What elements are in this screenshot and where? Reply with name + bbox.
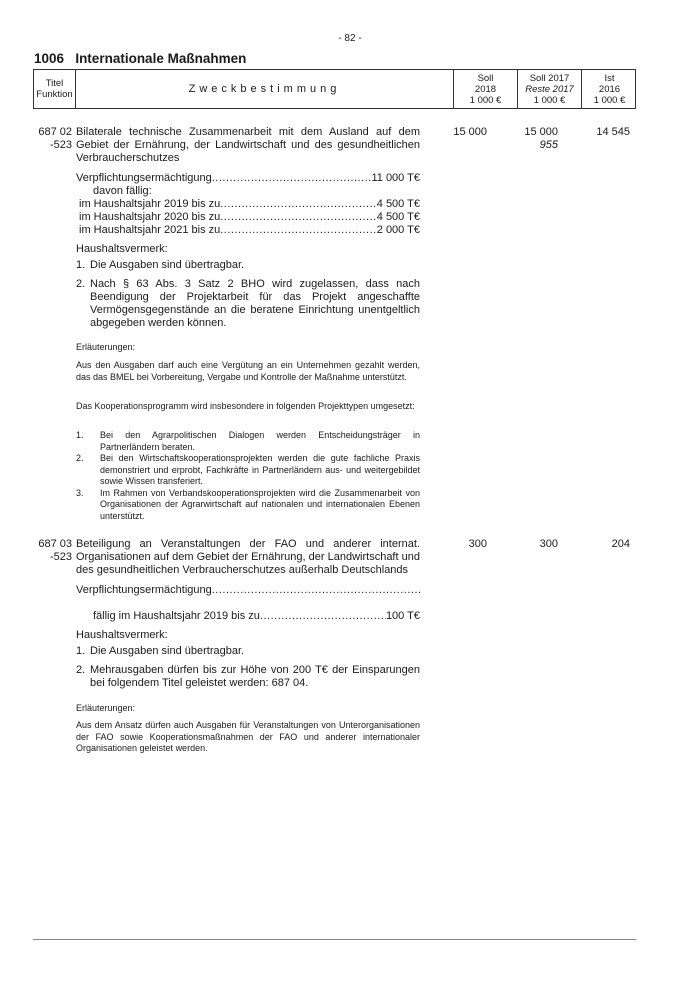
list-item-text: Im Rahmen von Verbandskooperationsprojekten wird die Zusammenarbeit von Organisationen der Agrarwirtschaft auf nationalen und internationalen Ebenen unterstützt. <box>100 487 420 521</box>
header-titel: Titel <box>45 78 64 89</box>
header-funktion: Funktion <box>36 89 73 100</box>
list-item-text: Nach § 63 Abs. 3 Satz 2 BHO wird zugelassen, dass nach Beendigung der Projektarbeit für das Projekt angeschaffte Vermögensgegenstände an die beratene Einrichtung unentgeltlich abgegeben werden können. <box>90 278 420 329</box>
header-soll-2018 <box>454 70 518 108</box>
entry2-vpe <box>76 584 420 597</box>
header-soll2017-l3: 1 000 € <box>533 94 566 106</box>
chapter-number: 1006 <box>34 51 65 66</box>
chapter-title: Internationale Maßnahmen <box>75 51 247 66</box>
faellig-label: im Haushaltsjahr 2020 bis zu <box>79 211 221 223</box>
entry1-soll2017: 15 000 <box>524 126 558 138</box>
header-soll2018-l1: Soll <box>477 72 494 84</box>
faellig-value: 2 000 T€ <box>376 224 420 236</box>
faellig-value: 100 T€ <box>385 610 420 622</box>
header-ist-2016 <box>582 70 637 108</box>
list-item: 2. Bei den Wirtschaftskooperationsprojekten werden die gute fachliche Praxis demonstriert und erprobt, Fachkräfte in Partnerländern aus- und weitergebildet sowie Wissen transferiert. <box>76 453 420 486</box>
chapter-heading <box>34 51 246 66</box>
header-ist2016-l1: Ist <box>604 72 615 84</box>
faellig-value: 4 500 T€ <box>376 198 420 210</box>
entry2-hv-title: Haushaltsvermerk: <box>76 629 168 641</box>
list-item: 2. Nach § 63 Abs. 3 Satz 2 BHO wird zugelassen, dass nach Beendigung der Projektarbeit für das Projekt angeschaffte Vermögensgegenstände an die beratene Einrichtung unentgeltlich abgegeben werden können. <box>76 278 420 329</box>
page-number: - 82 - <box>338 33 362 44</box>
entry1-erl-list <box>76 430 420 522</box>
faellig-value: 4 500 T€ <box>376 211 420 223</box>
entry1-titel <box>36 126 72 151</box>
faellig-label: im Haushaltsjahr 2021 bis zu <box>79 224 221 236</box>
header-soll-2017 <box>518 70 582 108</box>
list-item: 3. Im Rahmen von Verbandskooperationsprojekten wird die Zusammenarbeit von Organisationen der Agrarwirtschaft auf nationalen und internationalen Ebenen unterstützt. <box>76 487 420 521</box>
entry1-faellig-2019 <box>79 198 420 211</box>
entry2-titel-number: 687 03 <box>38 538 72 550</box>
entry2-erl-p1: Aus dem Ansatz dürfen auch Ausgaben für Veranstaltungen von Unterorganisationen der FAO sowie Kooperationsmaßnahmen der FAO und anderer internationaler Organisationen geleistet werden. <box>76 720 420 753</box>
entry2-zweck: Beteiligung an Veranstaltungen der FAO und anderer internat. Organisationen auf dem Gebiet der Ernährung, der Landwirtschaft und des gesundheitlichen Verbraucherschutzes außerhalb Deutschlands <box>76 538 420 576</box>
faellig-label: im Haushaltsjahr 2019 bis zu <box>79 198 221 210</box>
list-item-text: Die Ausgaben sind übertragbar. <box>90 645 245 657</box>
entry2-faellig-2019 <box>93 610 420 623</box>
entry2-funktion-number: -523 <box>49 550 72 563</box>
header-soll2017-l1: Soll 2017 <box>529 72 570 84</box>
header-soll2018-l2: 2018 <box>474 83 497 95</box>
entry1-reste2017: 955 <box>539 139 558 151</box>
list-item: 1. Bei den Agrarpolitischen Dialogen werden Entscheidungsträger in Partnerländern beraten. <box>76 430 420 452</box>
entry1-faellig-2020 <box>79 211 420 224</box>
entry1-vpe-label: Verpflichtungsermächtigung <box>76 172 212 184</box>
entry1-erl-title: Erläuterungen: <box>76 342 136 352</box>
list-item: 1. Die Ausgaben sind übertragbar. <box>76 645 420 658</box>
list-item: 1. Die Ausgaben sind übertragbar. <box>76 259 420 272</box>
entry1-ist2016: 14 545 <box>596 126 630 138</box>
footer-divider <box>33 939 636 940</box>
entry1-erl-p2: Das Kooperationsprogramm wird insbesondere in folgenden Projekttypen umgesetzt: <box>76 401 415 411</box>
faellig-label: fällig im Haushaltsjahr 2019 bis zu <box>93 610 260 622</box>
list-item-text: Mehrausgaben dürfen bis zur Höhe von 200 T€ der Einsparungen bei folgendem Titel geleistet werden: 687 04. <box>90 664 420 689</box>
entry2-soll2018: 300 <box>468 538 487 550</box>
entry2-erl-title: Erläuterungen: <box>76 703 136 713</box>
entry1-erl-p1: Aus den Ausgaben darf auch eine Vergütung an ein Unternehmen gezahlt werden, das das BMEL bei Vorbereitung, Vergabe und Kontrolle der Maßnahme unterstützt. <box>76 360 420 382</box>
list-item: 2. Mehrausgaben dürfen bis zur Höhe von 200 T€ der Einsparungen bei folgendem Titel geleistet werden: 687 04. <box>76 664 420 689</box>
entry1-zweck: Bilaterale technische Zusammenarbeit mit dem Ausland auf dem Gebiet der Ernährung, der Landwirtschaft und des gesundheitlichen Verbraucherschutzes <box>76 126 420 164</box>
entry2-hv-list <box>76 645 420 690</box>
entry1-funktion-number: -523 <box>49 138 72 151</box>
list-item-text: Bei den Wirtschaftskooperationsprojekten werden die gute fachliche Praxis demonstriert und erprobt, Fachkräfte in Partnerländern aus- und weitergebildet sowie Wissen transferiert. <box>100 453 420 486</box>
header-soll2018-l3: 1 000 € <box>469 94 502 106</box>
entry2-ist2016: 204 <box>611 538 630 550</box>
header-ist2016-l3: 1 000 € <box>593 94 626 106</box>
entry2-titel <box>36 538 72 563</box>
header-zweckbestimmung: Zweckbestimmung <box>76 70 454 108</box>
table-header <box>33 69 636 109</box>
entry1-vpe <box>76 172 420 185</box>
entry1-hv-title: Haushaltsvermerk: <box>76 243 168 255</box>
entry2-soll2017: 300 <box>539 538 558 550</box>
header-titel-funktion <box>34 70 76 108</box>
header-ist2016-l2: 2016 <box>598 83 621 95</box>
entry2-vpe-label: Verpflichtungsermächtigung <box>76 584 212 596</box>
entry1-titel-number: 687 02 <box>38 126 72 138</box>
list-item-text: Die Ausgaben sind übertragbar. <box>90 259 245 271</box>
entry1-vpe-value: 11 000 T€ <box>371 172 420 184</box>
entry1-hv-list <box>76 259 420 330</box>
entry1-faellig-2021 <box>79 224 420 237</box>
entry1-davon: davon fällig: <box>93 185 152 197</box>
list-item-text: Bei den Agrarpolitischen Dialogen werden Entscheidungsträger in Partnerländern beraten. <box>100 430 420 452</box>
entry1-soll2018: 15 000 <box>453 126 487 138</box>
header-soll2017-l2: Reste 2017 <box>525 83 574 95</box>
